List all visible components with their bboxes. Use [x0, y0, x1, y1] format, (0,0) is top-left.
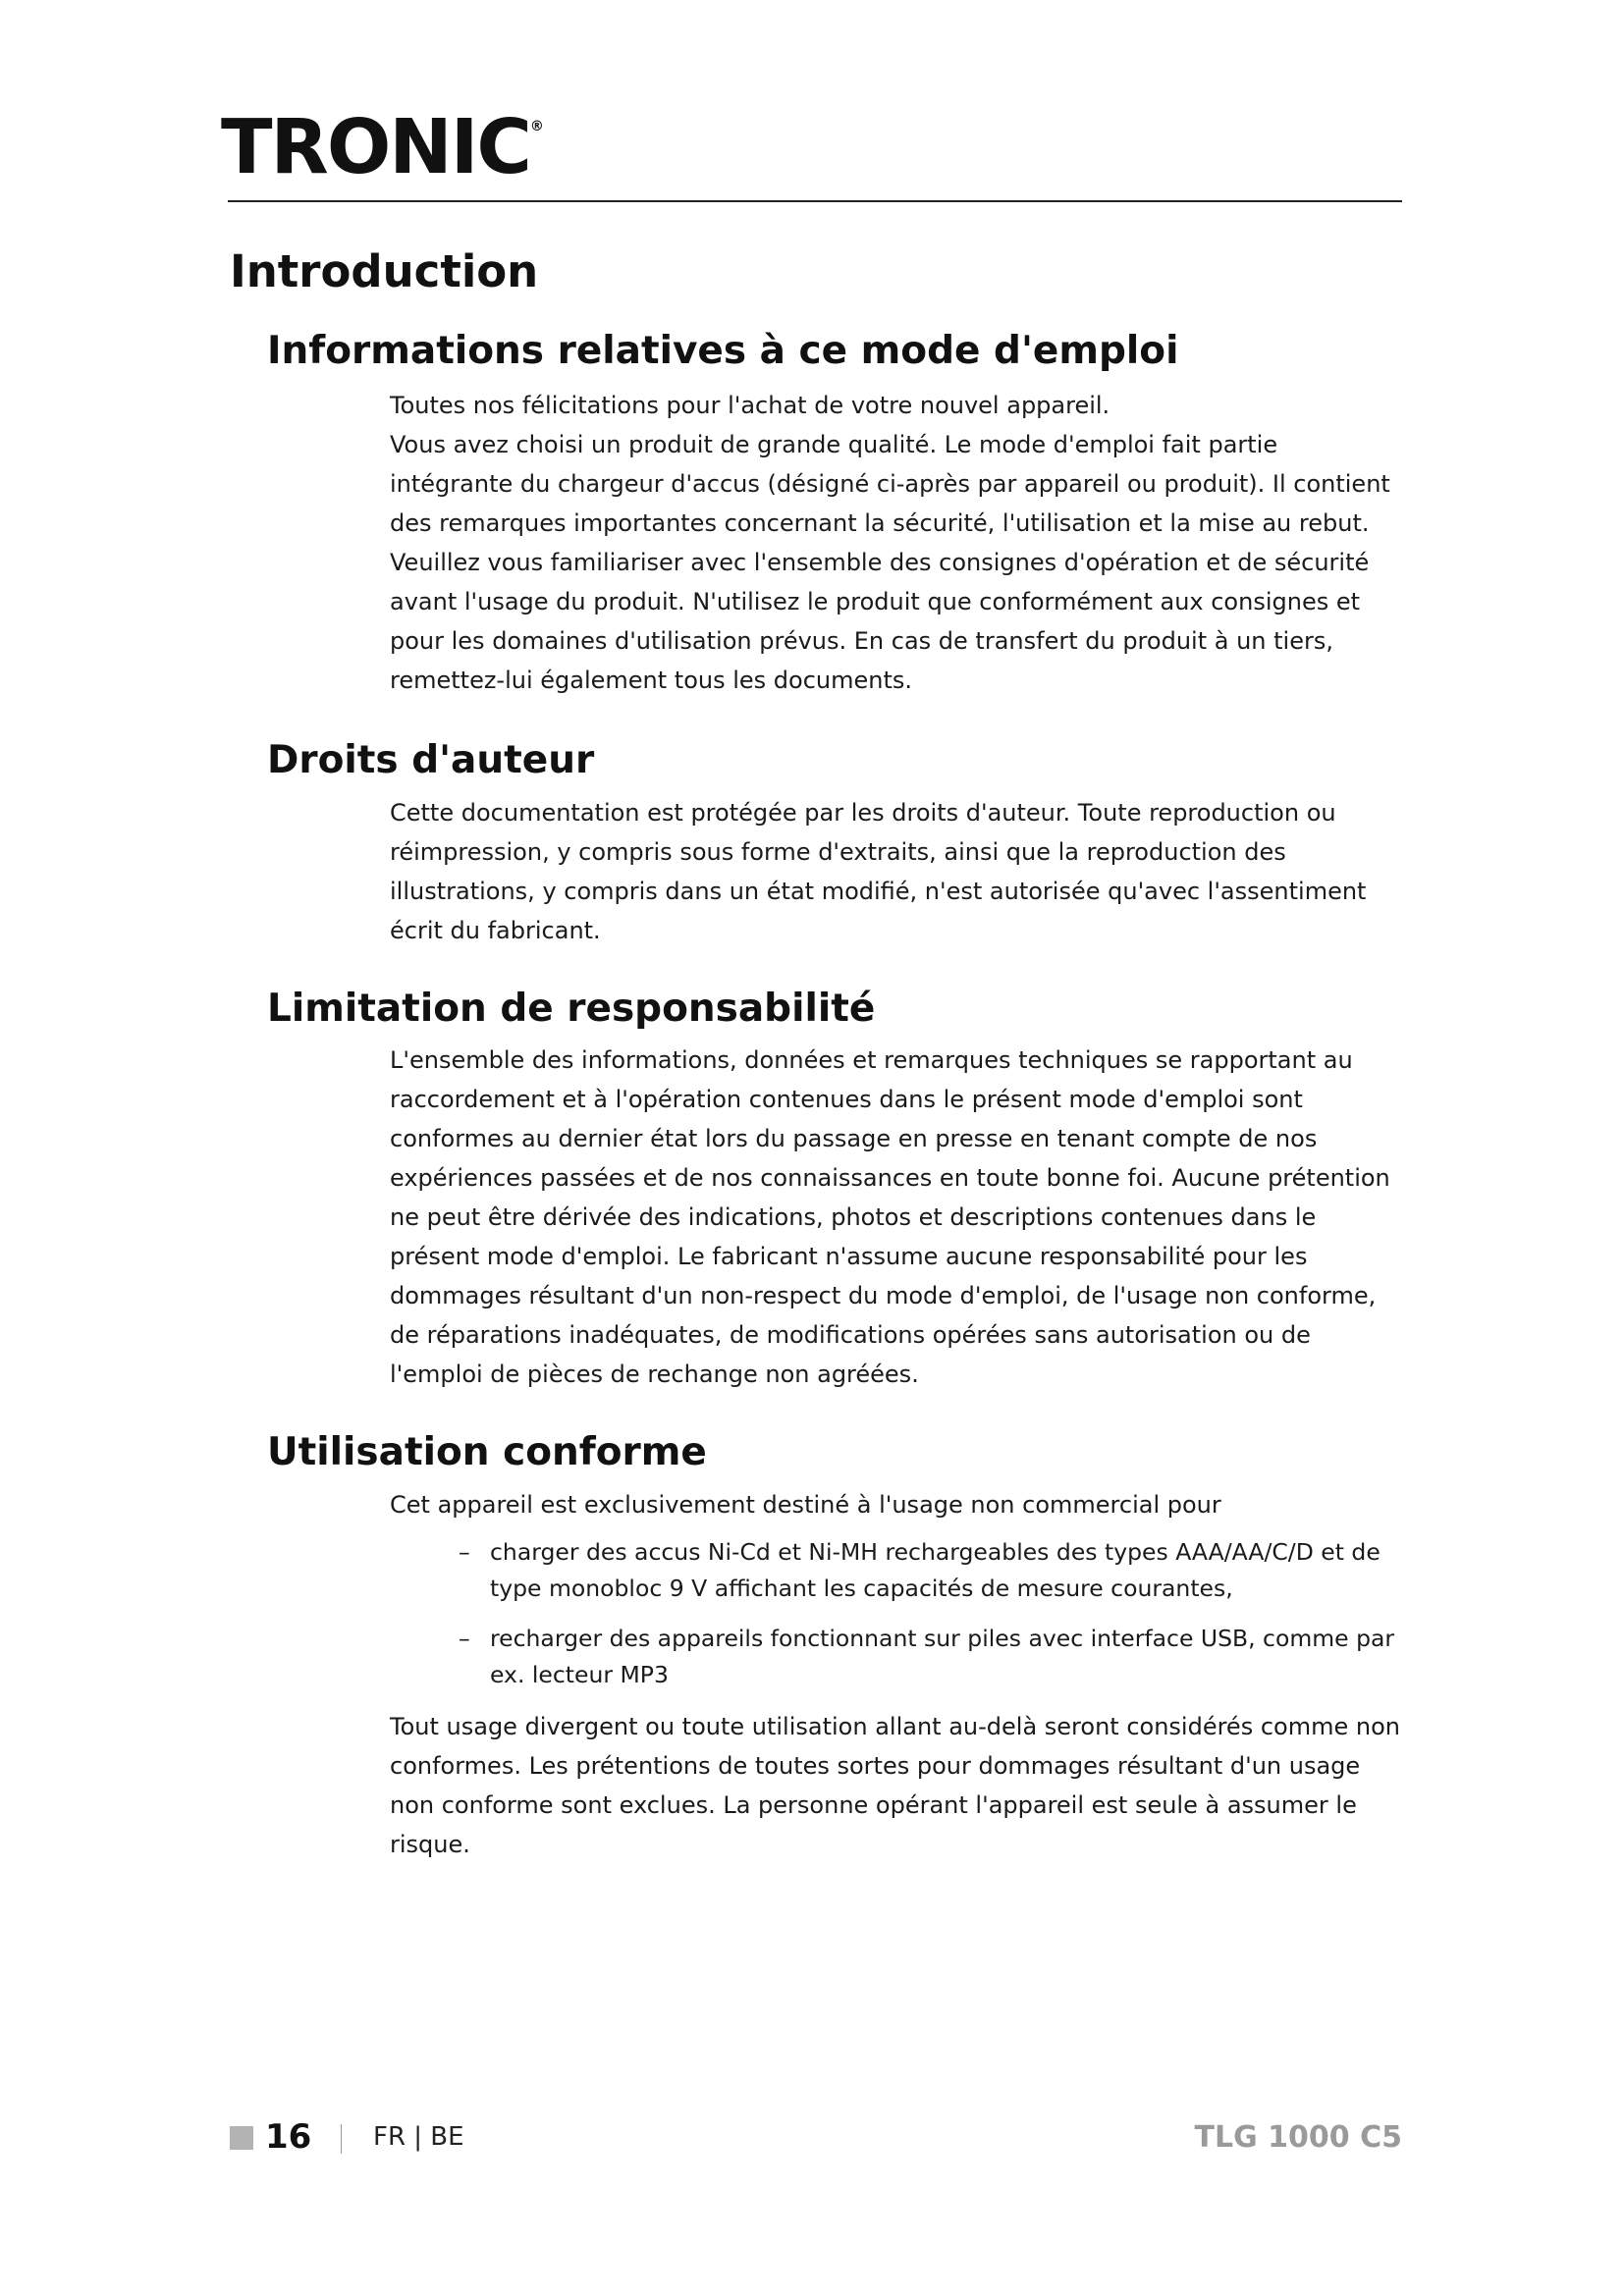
section-heading: Droits d'auteur	[267, 737, 595, 782]
brand-name: TRONIC	[221, 104, 530, 191]
section-body	[390, 1485, 1401, 1864]
list-item	[459, 1621, 1401, 1693]
dash-marker: –	[459, 1625, 470, 1652]
page-number: 16	[265, 2117, 312, 2157]
section-heading: Limitation de responsabilité	[267, 986, 876, 1031]
footer-square-icon	[230, 2126, 253, 2150]
section-body	[390, 1041, 1401, 1394]
paragraph: Vous avez choisi un produit de grande qualité. Le mode d'emploi fait partie intégrante du chargeur d'accus (désigné ci-après par appareil ou produit). Il contient des remarques importantes concernant la sécurité, l'utilisation et la mise au rebut. Veuillez vous familiariser avec l'ensemble des consignes d'opération et de sécurité avant l'usage du produit. N'utilisez le produit que conformément aux consignes et pour les domaines d'utilisation prévus. En cas de transfert du produit à un tiers, remettez-lui également tous les documents.	[390, 430, 1390, 694]
section-heading: Utilisation conforme	[267, 1430, 707, 1475]
section-droits-auteur	[230, 737, 1408, 950]
outro-text: Tout usage divergent ou toute utilisation allant au-delà seront considérés comme non conformes. Les prétentions de toutes sortes pour dommages résultant d'un usage non conforme sont exclues. La personne opérant l'appareil est seule à assumer le risque.	[390, 1713, 1400, 1858]
main-content	[230, 245, 1408, 1864]
intro-text: Cet appareil est exclusivement destiné à l'usage non commercial pour	[390, 1491, 1221, 1519]
header-divider	[228, 200, 1402, 202]
section-limitation	[230, 986, 1408, 1395]
section-body	[390, 793, 1401, 950]
list-item-text: charger des accus Ni-Cd et Ni-MH rechargeables des types AAA/AA/C/D et de type monobloc 9 V affichant les capacités de mesure courantes,	[490, 1538, 1380, 1602]
section-heading: Informations relatives à ce mode d'emploi	[267, 329, 1179, 373]
paragraph: L'ensemble des informations, données et remarques techniques se rapportant au raccordement et à l'opération contenues dans le présent mode d'emploi sont conformes au dernier état lors du passage en presse en tenant compte de nos expériences passées et de nos connaissances en toute bonne foi. Aucune prétention ne peut être dérivée des indications, photos et descriptions contenues dans le présent mode d'emploi. Le fabricant n'assume aucune responsabilité pour les dommages résultant d'un non-respect du mode d'emploi, de l'usage non conforme, de réparations inadéquates, de modifications opérées sans autorisation ou de l'emploi de pièces de rechange non agréées.	[390, 1046, 1390, 1389]
section-body	[390, 386, 1401, 700]
list-item	[459, 1534, 1401, 1607]
page-footer	[0, 2115, 1624, 2164]
paragraph: Cette documentation est protégée par les droits d'auteur. Toute reproduction ou réimpression, y compris sous forme d'extraits, ainsi que la reproduction des illustrations, y compris dans un état modifié, n'est autorisée qu'avec l'assentiment écrit du fabricant.	[390, 798, 1367, 944]
dash-marker: –	[459, 1538, 470, 1566]
usage-list	[459, 1534, 1401, 1693]
paragraph: Toutes nos félicitations pour l'achat de votre nouvel appareil.	[390, 391, 1110, 419]
model-name: TLG 1000 C5	[1194, 2120, 1402, 2155]
section-informations	[230, 328, 1408, 700]
registered-mark: ®	[529, 119, 544, 134]
footer-separator	[341, 2124, 342, 2154]
brand-logo	[221, 104, 544, 191]
language-code: FR | BE	[373, 2122, 464, 2152]
page-title: Introduction	[230, 245, 539, 297]
section-utilisation	[230, 1429, 1408, 1864]
list-item-text: recharger des appareils fonctionnant sur piles avec interface USB, comme par ex. lecteur MP3	[490, 1625, 1395, 1688]
